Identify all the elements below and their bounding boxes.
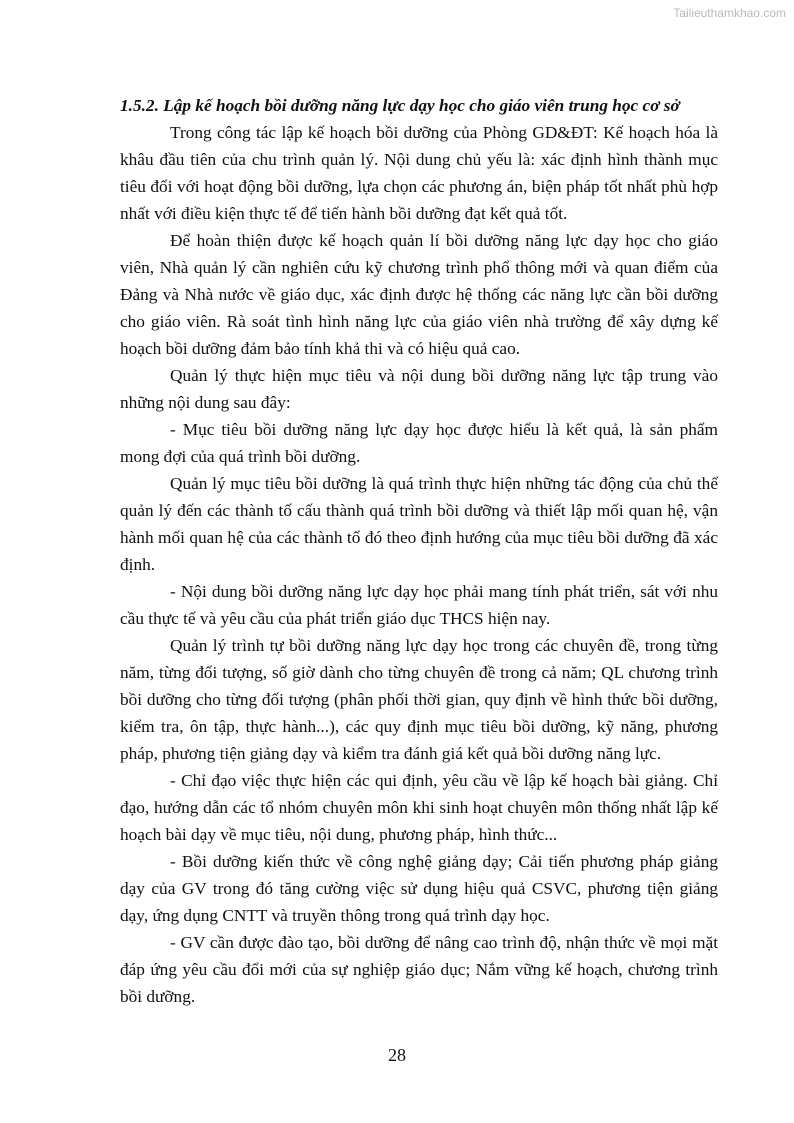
paragraph: - GV cần được đào tạo, bồi dưỡng để nâng cao trình độ, nhận thức về mọi mặt đáp ứng yêu cầu đổi mới của sự nghiệp giáo dục; Nắm vững kế hoạch, chương trình bồi dưỡng.: [120, 933, 718, 1006]
document-body: [120, 92, 718, 1010]
paragraph: - Chỉ đạo việc thực hiện các qui định, yêu cầu về lập kế hoạch bài giảng. Chỉ đạo, hướng dẫn các tổ nhóm chuyên môn khi sinh hoạt chuyên môn thống nhất lập kế hoạch bài dạy về mục tiêu, nội dung, phương pháp, hình thức...: [120, 771, 718, 844]
watermark: Tailieuthamkhao.com: [673, 6, 786, 20]
paragraph: Quản lý mục tiêu bồi dưỡng là quá trình thực hiện những tác động của chủ thể quản lý đến các thành tố cấu thành quá trình bồi dưỡng và thiết lập mối quan hệ, vận hành mối quan hệ của các thành tố đó theo định hướng của mục tiêu bồi dưỡng đã xác định.: [120, 474, 718, 574]
paragraph: - Bồi dưỡng kiến thức về công nghệ giảng dạy; Cải tiến phương pháp giảng dạy của GV trong đó tăng cường việc sử dụng hiệu quả CSVC, phương tiện giảng dạy, ứng dụng CNTT và truyền thông trong quá trình dạy học.: [120, 852, 718, 925]
section-heading: 1.5.2. Lập kế hoạch bồi dưỡng năng lực dạy học cho giáo viên trung học cơ sở: [120, 96, 680, 115]
paragraph: Quản lý trình tự bồi dưỡng năng lực dạy học trong các chuyên đề, trong từng năm, từng đối tượng, số giờ dành cho từng chuyên đề trong cả năm; QL chương trình bồi dưỡng cho từng đối tượng (phân phối thời gian, quy định về hình thức bồi dưỡng, kiểm tra, ôn tập, thực hành...), các quy định mục tiêu bồi dưỡng, kỹ năng, phương pháp, phương tiện giảng dạy và kiểm tra đánh giá kết quả bồi dưỡng năng lực.: [120, 636, 718, 763]
paragraph: Quản lý thực hiện mục tiêu và nội dung bồi dưỡng năng lực tập trung vào những nội dung sau đây:: [120, 366, 718, 412]
paragraph: - Mục tiêu bồi dưỡng năng lực dạy học được hiểu là kết quả, là sản phẩm mong đợi của quá trình bồi dưỡng.: [120, 420, 718, 466]
paragraph: Để hoàn thiện được kế hoạch quản lí bồi dưỡng năng lực dạy học cho giáo viên, Nhà quản lý cần nghiên cứu kỹ chương trình phổ thông mới và quan điểm của Đảng và Nhà nước về giáo dục, xác định được hệ thống các năng lực cần bồi dưỡng cho giáo viên. Rà soát tình hình năng lực của giáo viên nhà trường để xây dựng kế hoạch bồi dưỡng đảm bảo tính khả thi và có hiệu quả cao.: [120, 231, 718, 358]
paragraph: Trong công tác lập kế hoạch bồi dưỡng của Phòng GD&ĐT: Kế hoạch hóa là khâu đầu tiên của chu trình quản lý. Nội dung chủ yếu là: xác định hình thành mục tiêu đối với hoạt động bồi dưỡng, lựa chọn các phương án, biện pháp tốt nhất phù hợp nhất với điều kiện thực tế để tiến hành bồi dưỡng đạt kết quả tốt.: [120, 123, 718, 223]
page-number: 28: [388, 1045, 406, 1065]
paragraph: - Nội dung bồi dưỡng năng lực dạy học phải mang tính phát triển, sát với nhu cầu thực tế và yêu cầu của phát triển giáo dục THCS hiện nay.: [120, 582, 718, 628]
